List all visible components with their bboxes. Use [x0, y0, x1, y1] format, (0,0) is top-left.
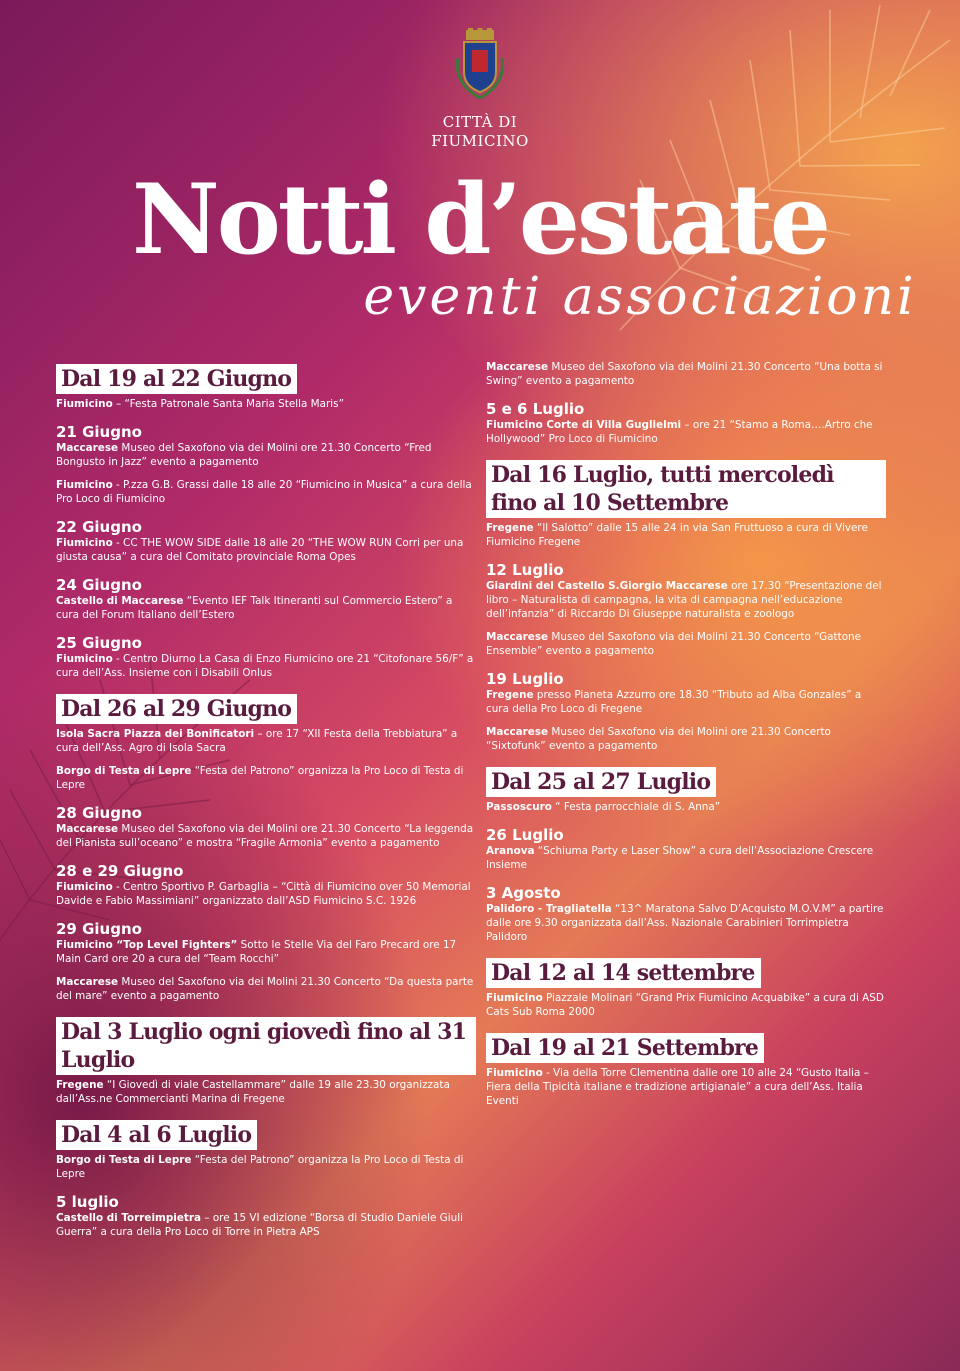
event-entry: [56, 594, 476, 622]
event-date: 26 Luglio: [486, 826, 564, 844]
event-place: Fiumicino: [486, 992, 543, 1004]
event-description: “13^ Maratona Salvo D’Acquisto M.O.V.M” a partire dalle ore 9.30 organizzata dall’Ass. Nazionale Carabinieri Torrimpietra Palidoro: [486, 903, 884, 943]
event-entry: [56, 536, 476, 564]
event-place: Maccarese: [486, 726, 549, 738]
event-place: Borgo di Testa di Lepre: [56, 1154, 192, 1166]
event-description: “Evento IEF Talk Itineranti sul Commercio Estero” a cura del Forum Italiano dell’Estero: [56, 595, 453, 621]
section-header-label: Dal 19 al 21 Settembre: [486, 1033, 764, 1063]
left-column: [56, 352, 476, 1239]
event-description: Piazzale Molinari “Grand Prix Fiumicino Acquabike” a cura di ASD Cats Sub Roma 2000: [486, 992, 884, 1018]
event-description: “Schiuma Party e Laser Show” a cura dell’Associazione Crescere Insieme: [486, 845, 874, 871]
event-entry: [56, 397, 476, 411]
event-entry: [56, 441, 476, 469]
event-description: - Centro Diurno La Casa di Enzo Fiumicino ore 21 “Citofonare 56/F” a cura dell’Ass. Insieme con i Disabili Onlus: [56, 653, 474, 679]
event-entry: [56, 880, 476, 908]
event-place: Fiumicino: [56, 398, 113, 410]
event-description: “Festa del Patrono” organizza la Pro Loco di Testa di Lepre: [56, 765, 464, 791]
event-entry: [56, 975, 476, 1003]
event-date: 29 Giugno: [56, 920, 142, 938]
city-name: [380, 113, 580, 151]
event-entry: [486, 630, 886, 658]
event-description: “Festa del Patrono” organizza la Pro Loco di Testa di Lepre: [56, 1154, 464, 1180]
event-description: “I Giovedì di viale Castellammare” dalle 19 alle 23.30 organizzata dall’Ass.ne Commercianti Marina di Fregene: [56, 1079, 450, 1105]
event-place: Maccarese: [56, 823, 119, 835]
event-place: Maccarese: [486, 631, 549, 643]
event-place: Isola Sacra Piazza dei Bonificatori: [56, 728, 255, 740]
event-description: Museo del Saxofono via dei Molini 21.30 Concerto “Da questa parte del mare” evento a pagamento: [56, 976, 474, 1002]
event-description: presso Pianeta Azzurro ore 18.30 “Tributo ad Alba Gonzales” a cura della Pro Loco di Fregene: [486, 689, 862, 715]
event-place: Fiumicino: [56, 653, 113, 665]
event-place: Fiumicino Corte di Villa Guglielmi: [486, 419, 682, 431]
event-place: Fregene: [486, 689, 534, 701]
event-place: Castello di Maccarese: [56, 595, 184, 607]
event-entry: [486, 579, 886, 621]
event-place: Castello di Torreimpietra: [56, 1212, 202, 1224]
section-header: [486, 1033, 886, 1063]
event-description: – ore 21 “Stamo a Roma….Artro che Hollywood” Pro Loco di Fiumicino: [486, 419, 873, 445]
section-header-label: Dal 3 Luglio ogni giovedì fino al 31 Luglio: [56, 1017, 476, 1075]
event-entry: [56, 1153, 476, 1181]
event-date: 21 Giugno: [56, 423, 142, 441]
event-description: Museo del Saxofono via dei Molini ore 21.30 Concerto “Sixtofunk” evento a pagamento: [486, 726, 831, 752]
section-header: [56, 1017, 476, 1075]
event-date: 3 Agosto: [486, 884, 561, 902]
section-header: [486, 460, 886, 518]
event-description: Museo del Saxofono via dei Molini 21.30 Concerto “Una botta si Swing” evento a pagamento: [486, 361, 883, 387]
event-place: Maccarese: [56, 976, 119, 988]
event-description: – “Festa Patronale Santa Maria Stella Maris”: [112, 398, 344, 410]
right-column: [486, 360, 886, 1108]
section-header: [486, 958, 886, 988]
event-description: Museo del Saxofono via dei Molini ore 21.30 Concerto “Fred Bongusto in Jazz” evento a pagamento: [56, 442, 432, 468]
city-crest-icon: [450, 28, 510, 104]
event-entry: [486, 360, 886, 388]
event-entry: [486, 688, 886, 716]
event-description: ore 17.30 “Presentazione del libro – Naturalista di campagna, la vita di campagna nell’educazione dell’infanzia” di Riccardo Di Giuseppe naturalista e zoologo: [486, 580, 882, 620]
event-place: Maccarese: [486, 361, 549, 373]
section-header: [56, 694, 476, 724]
event-place: Giardini del Castello S.Giorgio Maccarese: [486, 580, 728, 592]
event-description: - CC THE WOW SIDE dalle 18 alle 20 “THE WOW RUN Corri per una giusta causa” a cura del Comitato provinciale Roma Opes: [56, 537, 464, 563]
event-place: Palidoro - Tragliatella: [486, 903, 612, 915]
event-date: 5 luglio: [56, 1193, 119, 1211]
section-header-label: Dal 12 al 14 settembre: [486, 958, 761, 988]
event-entry: [56, 652, 476, 680]
section-header-label: Dal 4 al 6 Luglio: [56, 1120, 257, 1150]
event-place: Fregene: [486, 522, 534, 534]
event-entry: [486, 418, 886, 446]
section-header-label: Dal 19 al 22 Giugno: [56, 364, 297, 394]
event-entry: [486, 902, 886, 944]
event-entry: [56, 1078, 476, 1106]
event-entry: [56, 1211, 476, 1239]
event-date: 5 e 6 Luglio: [486, 400, 585, 418]
event-place: Passoscuro: [486, 801, 552, 813]
section-header: [56, 1120, 476, 1150]
event-entry: [486, 521, 886, 549]
event-entry: [486, 800, 886, 814]
event-entry: [486, 725, 886, 753]
event-place: Fregene: [56, 1079, 104, 1091]
event-description: “ Festa parrocchiale di S. Anna”: [551, 801, 721, 813]
event-description: Museo del Saxofono via dei Molini 21.30 Concerto “Gattone Ensemble” evento a pagamento: [486, 631, 862, 657]
event-place: Aranova: [486, 845, 535, 857]
event-place: Borgo di Testa di Lepre: [56, 765, 192, 777]
section-header-label: Dal 26 al 29 Giugno: [56, 694, 297, 724]
event-entry: [56, 478, 476, 506]
section-header: [56, 364, 476, 394]
event-entry: [56, 938, 476, 966]
page-title: Notti d’estate: [132, 163, 828, 276]
event-date: 22 Giugno: [56, 518, 142, 536]
event-description: Museo del Saxofono via dei Molini ore 21.30 Concerto “La leggenda del Pianista sull’oceano” e mostra “Fragile Armonia” evento a pagamento: [56, 823, 474, 849]
section-header-label: Dal 16 Luglio, tutti mercoledì fino al 10 Settembre: [486, 460, 886, 518]
event-date: 28 Giugno: [56, 804, 142, 822]
event-entry: [56, 822, 476, 850]
event-place: Maccarese: [56, 442, 119, 454]
event-description: “Il Salotto” dalle 15 alle 24 in via San Fruttuoso a cura di Vivere Fiumicino Fregene: [486, 522, 868, 548]
event-entry: [56, 764, 476, 792]
event-place: Fiumicino “Top Level Fighters”: [56, 939, 238, 951]
section-header: [486, 767, 886, 797]
event-description: – ore 17 “XII Festa della Trebbiatura” a cura dell’Ass. Agro di Isola Sacra: [56, 728, 458, 754]
city-line-2: FIUMICINO: [431, 132, 529, 150]
event-description: – ore 15 VI edizione “Borsa di Studio Daniele Giuli Guerra” a cura della Pro Loco di Torre in Pietra APS: [56, 1212, 463, 1238]
event-description: - Centro Sportivo P. Garbaglia – “Città di Fiumicino over 50 Memorial Davide e Fabio Massimiani” organizzato dall’ASD Fiumicino S.C. 1926: [56, 881, 471, 907]
event-entry: [486, 1066, 886, 1108]
event-description: Sotto le Stelle Via del Faro Precard ore 17 Main Card ore 20 a cura del “Team Rocchi”: [56, 939, 457, 965]
event-date: 12 Luglio: [486, 561, 564, 579]
page-subtitle: eventi associazioni: [363, 267, 917, 327]
event-place: Fiumicino: [56, 479, 113, 491]
event-place: Fiumicino: [486, 1067, 543, 1079]
event-description: - Via della Torre Clementina dalle ore 10 alle 24 “Gusto Italia – Fiera della Tipicità italiane e tradizione artigianale” a cura dell’Ass. Italia Eventi: [486, 1067, 869, 1107]
event-date: 28 e 29 Giugno: [56, 862, 184, 880]
event-entry: [486, 844, 886, 872]
event-entry: [56, 727, 476, 755]
event-entry: [486, 991, 886, 1019]
event-date: 25 Giugno: [56, 634, 142, 652]
event-place: Fiumicino: [56, 881, 113, 893]
event-description: - P.zza G.B. Grassi dalle 18 alle 20 “Fiumicino in Musica” a cura della Pro Loco di Fiumicino: [56, 479, 472, 505]
city-line-1: CITTÀ DI: [442, 113, 518, 131]
section-header-label: Dal 25 al 27 Luglio: [486, 767, 716, 797]
event-date: 24 Giugno: [56, 576, 142, 594]
event-date: 19 Luglio: [486, 670, 564, 688]
event-place: Fiumicino: [56, 537, 113, 549]
